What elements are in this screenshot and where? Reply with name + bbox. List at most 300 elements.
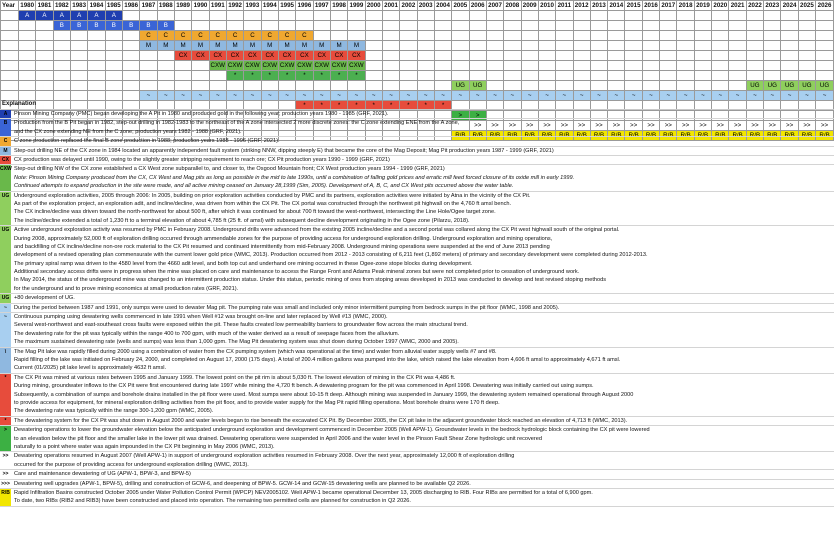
timeline-cell (53, 31, 70, 41)
timeline-cell (642, 11, 659, 21)
timeline-cell (521, 61, 538, 71)
timeline-cell (521, 31, 538, 41)
timeline-cell (70, 41, 87, 51)
legend-row (0, 374, 834, 417)
legend-text: The CX incline/decline was driven toward the north-northwest for about 500 ft, after which it was continued for about 700 ft toward the west-northwest, intersecting the Line Hole/Ogee target zone. (14, 209, 496, 216)
timeline-bar-cell: * (348, 71, 365, 81)
timeline-cell (764, 21, 781, 31)
timeline-cell (660, 31, 677, 41)
timeline-cell (538, 41, 555, 51)
timeline-cell (452, 71, 469, 81)
timeline-cell (729, 11, 746, 21)
legend-text: +80 development of UG. (14, 295, 75, 302)
legend-text: naturally to a point where water was again impounded in the CX Pit beginning in May 2006 (WMC, 2013). (14, 443, 275, 450)
timeline-cell (816, 51, 834, 61)
year-cell: 1993 (245, 2, 260, 9)
timeline-cell (573, 21, 590, 31)
legend-text: The dewatering rate for the pit was typically within the range 400 to 700 gpm, with much of the water derived as a result of seepage faces from the alluvium. (14, 330, 400, 337)
timeline-bar-cell: M (296, 41, 313, 51)
timeline-bar-cell: * (278, 71, 295, 81)
timeline-cell (746, 71, 763, 81)
timeline-bar-cell: >> (694, 121, 711, 131)
year-cell: 2018 (678, 2, 693, 9)
timeline-bar-cell: C (140, 31, 157, 41)
timeline-cell (192, 11, 209, 21)
timeline-cell (694, 61, 711, 71)
year-cell: 2012 (574, 2, 589, 9)
legend-row (0, 294, 834, 303)
timeline-bar-cell: CXW (262, 62, 277, 69)
timeline-cell (573, 11, 590, 21)
legend-swatch: >> (0, 470, 11, 478)
timeline-cell (88, 61, 105, 71)
legend-text: Current (01/2025) pit lake level is approximately 4632 ft amsl. (14, 365, 167, 372)
timeline-cell (556, 51, 573, 61)
timeline-cell (192, 71, 209, 81)
timeline-cell (608, 21, 625, 31)
timeline-bar-cell: CXW (227, 62, 243, 69)
timeline-bar-cell: CX (244, 51, 261, 61)
timeline-cell (538, 51, 555, 61)
timeline-bar-cell: R/B (712, 131, 729, 141)
timeline-cell (642, 51, 659, 61)
year-cell: 1998 (332, 2, 346, 9)
timeline-cell (452, 31, 469, 41)
timeline-cell (694, 41, 711, 51)
timeline-cell (660, 61, 677, 71)
legend-swatch: > (0, 426, 11, 451)
timeline-cell (798, 11, 815, 21)
timeline-cell (105, 71, 122, 81)
timeline-bar-cell: * (313, 101, 330, 111)
timeline-cell (712, 81, 729, 91)
legend-text: CX production was delayed until 1990, owing to the slightly greater stripping requirement to reach ore; CX Pit production years 1990 - 1999 (GRF, 2021) (14, 157, 390, 163)
timeline-cell (122, 41, 139, 51)
timeline-bar-cell: ~ (504, 91, 521, 101)
timeline-cell (452, 11, 469, 21)
timeline-cell (244, 81, 261, 91)
timeline-cell (365, 71, 382, 81)
timeline-bar-cell: ~ (469, 91, 486, 101)
timeline-cell (660, 21, 677, 31)
timeline-cell (88, 41, 105, 51)
timeline-bar-cell: >> (677, 121, 694, 131)
timeline-bar-cell: B (70, 21, 87, 31)
year-cell: 2011 (557, 2, 572, 9)
timeline-cell (417, 61, 434, 71)
timeline-cell (192, 21, 209, 31)
timeline-bar-cell: R/B (746, 131, 763, 141)
timeline-cell (122, 71, 139, 81)
timeline-cell (642, 71, 659, 81)
timeline-bar-cell: M (244, 41, 261, 51)
timeline-bar-cell: * (330, 101, 347, 111)
timeline-cell (573, 51, 590, 61)
legend-row (0, 165, 834, 191)
timeline-bar-cell: B (53, 21, 70, 31)
timeline-bar-cell: ~ (278, 91, 295, 101)
timeline-cell (469, 31, 486, 41)
timeline-cell (521, 81, 538, 91)
timeline-cell (365, 21, 382, 31)
timeline-cell (174, 61, 191, 71)
timeline-cell (226, 21, 243, 31)
timeline-bar-cell: UG (816, 81, 834, 91)
timeline-cell (590, 21, 607, 31)
timeline-cell (36, 51, 53, 61)
timeline-cell (816, 61, 834, 71)
timeline-cell (590, 41, 607, 51)
timeline-cell (348, 31, 365, 41)
timeline-cell (712, 51, 729, 61)
timeline-cell (677, 11, 694, 21)
timeline-cell (798, 51, 815, 61)
timeline-cell (348, 11, 365, 21)
timeline-cell (400, 31, 417, 41)
timeline-cell (729, 71, 746, 81)
timeline-bar-cell: R/B (538, 131, 555, 141)
timeline-bar-cell: CXW (297, 62, 312, 69)
timeline-cell (36, 61, 53, 71)
timeline-bar-cell: * (261, 71, 278, 81)
timeline-cell (486, 81, 503, 91)
legend-text: Active underground exploration activity was resumed by PMC in February 2008. Underground drills were advanced from the existing 2005 incline/decline and a second portal was collared along the CX Pit west highwall south of the original portal. (14, 227, 620, 234)
timeline-bar-cell: >> (712, 121, 729, 131)
timeline-cell (556, 11, 573, 21)
timeline-bar-cell: > (469, 111, 486, 121)
timeline-row (1, 31, 834, 41)
timeline-bar-cell: >> (746, 121, 763, 131)
legend-text: In May 2014, the status of the underground mine was changed to an intermittent production status. Under this status, periodic mining of ores from stoping areas developed in 2013 was conducted to develop and test revised stoping methods (14, 277, 607, 284)
legend-row (0, 489, 834, 507)
timeline-bar-cell: * (296, 71, 313, 81)
legend-swatch: A (0, 110, 11, 118)
timeline-bar-cell: ~ (244, 91, 261, 101)
legend-swatch: * (0, 374, 11, 416)
timeline-cell (157, 81, 174, 91)
timeline-bar-cell: M (192, 41, 209, 51)
timeline-cell (729, 21, 746, 31)
timeline-cell (36, 41, 53, 51)
timeline-cell (677, 31, 694, 41)
timeline-cell (417, 71, 434, 81)
timeline-cell (88, 91, 105, 101)
row-label-cell (1, 41, 19, 51)
timeline-cell (417, 41, 434, 51)
timeline-bar-cell: CX (278, 51, 295, 61)
timeline-cell (174, 21, 191, 31)
legend-text: Production from the B Pit began in 1982, step-out drilling in 1982-1983 to the northeast of the A zone intersected 2 more discrete zones: the C zone extending ENE from the A zone, (14, 120, 460, 127)
timeline-bar-cell: B (88, 21, 105, 31)
timeline-bar-cell: CX (296, 51, 313, 61)
timeline-cell (400, 11, 417, 21)
timeline-cell (642, 41, 659, 51)
timeline-bar-cell: C (174, 31, 191, 41)
legend-text: to an elevation below the pit floor and the smaller lake in the lower pit was drained. Dewatering operations were suspended in April 2006 and the water level in the Pinson Fault Shear Zone hydrologic unit recovered (14, 435, 542, 442)
timeline-bar-cell: ~ (642, 91, 659, 101)
timeline-cell (417, 51, 434, 61)
timeline-bar-cell: >> (625, 121, 642, 131)
timeline-cell (660, 81, 677, 91)
timeline-bar-cell: ~ (590, 91, 607, 101)
timeline-cell (417, 81, 434, 91)
legend-row (0, 452, 834, 470)
timeline-cell (521, 11, 538, 21)
year-cell: 1981 (37, 2, 52, 9)
year-cell: 1991 (210, 2, 225, 9)
timeline-cell (781, 61, 798, 71)
timeline-cell (608, 41, 625, 51)
timeline-bar-cell: ~ (330, 91, 347, 101)
timeline-cell (452, 51, 469, 61)
timeline-cell (694, 21, 711, 31)
timeline-bar-cell: ~ (746, 91, 763, 101)
legend-text: To date, two RIBs (RIB2 and RIB3) have been constructed and placed into operation. The remaining two permitted cells are planned for construction in Q2 2026. (14, 498, 411, 505)
timeline-cell (538, 71, 555, 81)
timeline-cell (816, 31, 834, 41)
timeline-cell (209, 21, 226, 31)
timeline-cell (452, 61, 469, 71)
year-cell: 1992 (228, 2, 242, 9)
timeline-cell (434, 51, 451, 61)
timeline-cell (590, 61, 607, 71)
year-cell: 1999 (349, 2, 364, 9)
timeline-cell (764, 31, 781, 41)
timeline-cell (365, 31, 382, 41)
row-label-cell (1, 31, 19, 41)
timeline-cell (486, 31, 503, 41)
timeline-cell (209, 11, 226, 21)
timeline-cell (434, 61, 451, 71)
legend-text: The Mag Pit lake was rapidly filled during 2000 using a combination of water from the CX pumping system (which was operational at the time) and water from alluvial water supply wells #7 and #8. (14, 348, 497, 355)
timeline-cell (105, 41, 122, 51)
timeline-bar-cell: M (348, 41, 365, 51)
timeline-cell (712, 61, 729, 71)
legend-row (0, 147, 834, 156)
timeline-cell (105, 91, 122, 101)
timeline-cell (157, 71, 174, 81)
timeline-cell (556, 61, 573, 71)
year-cell: 1990 (193, 2, 208, 9)
legend-swatch: * (0, 417, 11, 425)
timeline-row (1, 21, 834, 31)
timeline-bar-cell: ~ (764, 91, 781, 101)
timeline-bar-cell: ~ (348, 91, 365, 101)
timeline-bar-cell: A (105, 11, 122, 21)
timeline-cell (625, 81, 642, 91)
year-cell: 2007 (488, 2, 502, 9)
timeline-cell (261, 11, 278, 21)
legend-row (0, 156, 834, 165)
timeline-bar-cell: * (382, 101, 399, 111)
legend-text: Subsequently, a combination of sumps and borehole drains installed in the pit floor were used. Most sumps were about 10-15 ft deep. Although mining was suspended in January 1999, the dewatering system remained operational through August 2000 (14, 391, 634, 398)
timeline-bar-cell: ~ (296, 91, 313, 101)
legend-text: Continued attempts to expand production in the site were made, and all active mining ceased on January 28,1999 (Sim, 2005). Development of A, B, C, and CX West pits occurred above the water table. (14, 183, 514, 190)
timeline-bar-cell: ~ (226, 91, 243, 101)
timeline-cell (417, 11, 434, 21)
year-cell: 2006 (470, 2, 485, 9)
timeline-bar-cell: >> (781, 121, 798, 131)
timeline-cell (88, 81, 105, 91)
timeline-bar-cell: A (70, 11, 87, 21)
legend-swatch: B (0, 119, 11, 136)
timeline-cell (19, 81, 36, 91)
timeline-bar-cell: >> (486, 121, 503, 131)
timeline-bar-cell: * (434, 101, 451, 111)
timeline-cell (382, 71, 399, 81)
legend-swatch: >> (0, 452, 11, 469)
timeline-bar-cell: R/B (504, 131, 521, 141)
timeline-cell (469, 51, 486, 61)
timeline-bar-cell: > (452, 111, 469, 121)
year-cell: 1994 (262, 2, 277, 9)
legend-row (0, 470, 834, 479)
timeline-bar-cell: * (400, 101, 417, 111)
year-cell: 2025 (800, 2, 814, 9)
legend-text: The dewatering rate was typically within the range 300-1,200 gpm (WMC, 2005). (14, 408, 214, 415)
timeline-bar-cell: ~ (174, 91, 191, 101)
timeline-cell (313, 11, 330, 21)
legend-swatch: UG (1, 295, 10, 302)
legend-text: Rapid filling of the lake was initiated on February 24, 2000, and completed on August 17, 2000 (175 days). A total of 200.4 million gallons was pumped into the lake, which raised the lake elevation from 4,606 ft amsl to approximately 4,671 ft amsl. (14, 357, 621, 364)
timeline-cell (694, 11, 711, 21)
timeline-cell (400, 51, 417, 61)
timeline-cell (746, 31, 763, 41)
timeline-bar-cell: CXW (245, 62, 260, 69)
legend-row (0, 110, 834, 119)
year-cell: 2026 (816, 1, 834, 11)
timeline-cell (781, 41, 798, 51)
timeline-cell (330, 21, 347, 31)
timeline-bar-cell: * (244, 71, 261, 81)
timeline-cell (677, 21, 694, 31)
timeline-bar-cell: >> (608, 121, 625, 131)
timeline-bar-cell: >> (764, 121, 781, 131)
legend-text: The dewatering system for the CX Pit was shut down in August 2000 and water levels began to rise beneath the excavated CX Pit. By December 2005, the CX pit lake in the adjacent groundwater block reached an elevation of 4,713 ft (WMC, 2013). (14, 417, 628, 424)
timeline-cell (382, 81, 399, 91)
timeline-bar-cell: B (157, 21, 174, 31)
timeline-bar-cell: * (330, 71, 347, 81)
timeline-cell (19, 21, 36, 31)
year-cell: 1980 (20, 2, 35, 9)
timeline-bar-cell: R/B (452, 131, 469, 141)
timeline-bar-cell: R/B (608, 131, 625, 141)
timeline-cell (816, 21, 834, 31)
year-cell: 2015 (626, 2, 641, 9)
timeline-cell (764, 61, 781, 71)
timeline-bar-cell: M (209, 41, 226, 51)
timeline-cell (573, 41, 590, 51)
timeline-bar-cell: R/B (677, 131, 694, 141)
timeline-bar-cell: CX (348, 51, 365, 61)
timeline-cell (677, 51, 694, 61)
timeline-cell (538, 31, 555, 41)
timeline-bar-cell: C (244, 31, 261, 41)
timeline-cell (573, 71, 590, 81)
timeline-cell (816, 11, 834, 21)
timeline-bar-cell: ~ (261, 91, 278, 101)
timeline-bar-cell: ~ (400, 91, 417, 101)
timeline-bar-cell: ~ (625, 91, 642, 101)
timeline-bar-cell: UG (781, 81, 798, 91)
year-cell: 1987 (141, 2, 156, 9)
timeline-cell (400, 61, 417, 71)
timeline-cell (70, 71, 87, 81)
timeline-cell (140, 81, 157, 91)
timeline-cell (625, 71, 642, 81)
timeline-cell (469, 21, 486, 31)
timeline-cell (625, 51, 642, 61)
timeline-bar-cell: ~ (452, 91, 469, 101)
legend-row (0, 119, 834, 137)
row-label-cell (1, 71, 19, 81)
year-cell: 1988 (158, 2, 173, 9)
timeline-cell (174, 71, 191, 81)
timeline-bar-cell: R/B (573, 131, 590, 141)
timeline-cell (209, 71, 226, 81)
timeline-cell (469, 41, 486, 51)
timeline-cell (140, 11, 157, 21)
legend-swatch: UG (0, 192, 11, 226)
timeline-bar-cell: ~ (521, 91, 538, 101)
timeline-cell (19, 51, 36, 61)
timeline-cell (417, 21, 434, 31)
year-cell: 1984 (89, 2, 104, 9)
timeline-bar-cell: B (140, 21, 157, 31)
timeline-cell (348, 21, 365, 31)
timeline-bar-cell: R/B (521, 131, 538, 141)
timeline-cell (573, 31, 590, 41)
legend-swatch: CXW (0, 165, 11, 190)
timeline-bar-cell: C (209, 31, 226, 41)
legend-text: Rapid Infiltration Basins constructed October 2005 under Water Pollution Control Permit (WPCP) NEV2005102. Well APW-1 became operational December 13, 2005 discharging to RIB. Four RIBs are permitted for a total of 6,900 gpm. (14, 489, 593, 496)
timeline-cell (261, 81, 278, 91)
legend-text: Care and maintenance dewatering of UG (APW-1, BPW-3, and BPW-5) (14, 471, 191, 478)
timeline-cell (140, 51, 157, 61)
timeline-cell (625, 61, 642, 71)
timeline-bar-cell: * (417, 101, 434, 111)
timeline-bar-cell: M (330, 41, 347, 51)
year-cell: 2005 (453, 2, 468, 9)
timeline-cell (19, 61, 36, 71)
timeline-cell (70, 91, 87, 101)
timeline-cell (642, 21, 659, 31)
timeline-cell (122, 31, 139, 41)
timeline-cell (608, 61, 625, 71)
timeline-cell (712, 31, 729, 41)
timeline-cell (313, 31, 330, 41)
year-cell: 2000 (366, 2, 381, 9)
timeline-row (1, 41, 834, 51)
legend-text: Dewatering well upgrades (APW-1, BPW-5), drilling and construction of GCW-6, and deepening of BPW-5. GCW-14 and GCW-15 dewatering wells are planned to be available Q2 2026. (14, 480, 471, 487)
legend-row (0, 417, 834, 426)
timeline-cell (573, 61, 590, 71)
timeline-cell (608, 71, 625, 81)
timeline-cell (694, 31, 711, 41)
timeline-bar-cell: R/B (798, 131, 815, 141)
legend-text: Step-out drilling NW of the CX zone established a CX West zone subparallel to, and closer to, the Osgood Mountain front; CX West production years 1994 - 1999 (GRF, 2021) (14, 166, 445, 173)
timeline-cell (365, 41, 382, 51)
timeline-cell (781, 71, 798, 81)
timeline-cell (105, 81, 122, 91)
timeline-cell (764, 11, 781, 21)
timeline-cell (729, 81, 746, 91)
timeline-cell (660, 51, 677, 61)
year-cell: 2024 (782, 2, 797, 9)
timeline-cell (729, 41, 746, 51)
timeline-bar-cell: >> (798, 121, 815, 131)
legend-text: Underground exploration activities, 2005 through 2006: In 2005, building on prior exploration activities conducted by PMC and its partners, exploration activities were initiated by Atna in the vicinity of the CX Pit. (14, 192, 531, 199)
